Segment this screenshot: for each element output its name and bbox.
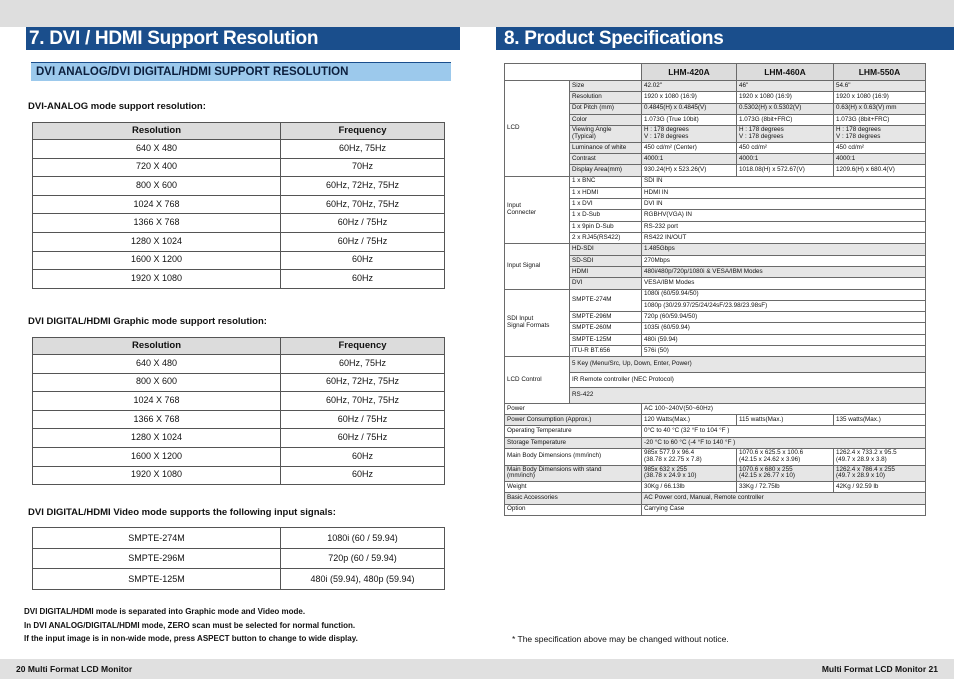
spec-name: Basic Accessories: [505, 493, 642, 504]
spec-value: 0.63(H) x 0.63(V) mm: [834, 103, 926, 114]
spec-value: [642, 449, 737, 466]
spec-value: 115 watts(Max.): [737, 415, 834, 426]
spec-name: Weight: [505, 482, 642, 493]
spec-value: 450 cd/m² (Center): [642, 142, 737, 153]
frequency-cell: 60Hz: [281, 447, 445, 466]
table-row: [33, 447, 445, 466]
resolution-cell: 640 X 480: [33, 355, 281, 374]
spec-row: [505, 493, 926, 504]
frequency-cell: 60Hz / 75Hz: [281, 232, 445, 251]
spec-value: -20 °C to 60 °C (-4 °F to 140 °F ): [642, 437, 926, 448]
table-row: [33, 528, 445, 549]
resolution-cell: 1600 X 1200: [33, 447, 281, 466]
spec-name: Power: [505, 403, 642, 414]
spec-header-blank: [505, 64, 642, 81]
spec-value: [834, 465, 926, 482]
model-header-460: LHM-460A: [737, 64, 834, 81]
category-line: Signal Formats: [507, 321, 550, 329]
spec-value: 0.5302(H) x 0.5302(V): [737, 103, 834, 114]
spec-value: 270Mbps: [642, 255, 926, 266]
table-row: [33, 548, 445, 569]
resolution-cell: 1280 X 1024: [33, 429, 281, 448]
spec-value: 1.073G (8bit+FRC): [834, 114, 926, 125]
spec-value: Carrying Case: [642, 504, 926, 515]
spec-change-note: * The specification above may be changed without notice.: [512, 634, 729, 644]
spec-name: SD-SDI: [570, 255, 642, 266]
spec-name-line: (Typical): [572, 132, 596, 140]
spec-row: [505, 437, 926, 448]
category-sdi-formats: [505, 289, 570, 357]
value-line: 1070.6 x 680 x 255: [739, 465, 793, 473]
value-line: (38.78 x 22.75 x 7.8): [644, 455, 702, 463]
mode-notes: [24, 605, 358, 646]
value-line: (49.7 x 28.9 x 3.8): [836, 455, 887, 463]
table-row: [33, 140, 445, 159]
category-input-connecter: [505, 176, 570, 244]
spec-row: [505, 176, 926, 187]
spec-name-line: Viewing Angle: [572, 126, 612, 134]
spec-name: Storage Temperature: [505, 437, 642, 448]
video-signal-table: [32, 527, 445, 590]
table-row: [33, 410, 445, 429]
frequency-cell: 60Hz / 75Hz: [281, 214, 445, 233]
spec-value: 42.02": [642, 81, 737, 92]
header-frequency: Frequency: [281, 123, 445, 140]
spec-value: 46": [737, 81, 834, 92]
resolution-cell: 800 X 600: [33, 373, 281, 392]
resolution-cell: 720 X 400: [33, 158, 281, 177]
spec-name: Contrast: [570, 153, 642, 164]
spec-value: 480i/480p/720p/1080i & VESA/IBM Modes: [642, 266, 926, 277]
table-row: [33, 251, 445, 270]
spec-value: 42Kg / 92.59 lb: [834, 482, 926, 493]
section-subhead: DVI ANALOG/DVI DIGITAL/HDMI SUPPORT RESOLUTION: [36, 66, 349, 78]
resolution-cell: 1024 X 768: [33, 392, 281, 411]
spec-name: Main Body Dimensions (mm/inch): [505, 449, 642, 466]
header-resolution: Resolution: [33, 123, 281, 140]
resolution-cell: 1024 X 768: [33, 195, 281, 214]
table-row: [33, 569, 445, 590]
spec-value: 120 Watts(Max.): [642, 415, 737, 426]
spec-name: 1 x DVI: [570, 199, 642, 210]
table-row: [33, 177, 445, 196]
spec-value: 33Kg / 72.75lb: [737, 482, 834, 493]
frequency-cell: 60Hz, 72Hz, 75Hz: [281, 177, 445, 196]
category-line: Connecter: [507, 208, 537, 216]
spec-name: 1 x HDMI: [570, 187, 642, 198]
resolution-cell: 1920 X 1080: [33, 466, 281, 485]
spec-value: 1080i (60/59.94/50): [642, 289, 926, 300]
frequency-cell: 60Hz: [281, 251, 445, 270]
table-row: [33, 195, 445, 214]
spec-value: 1.073G (True 10bit): [642, 114, 737, 125]
note-line: DVI DIGITAL/HDMI mode is separated into Graphic mode and Video mode.: [24, 607, 306, 616]
format-cell: 480i (59.94), 480p (59.94): [281, 569, 445, 590]
resolution-cell: 640 X 480: [33, 140, 281, 159]
spec-value: 135 watts(Max.): [834, 415, 926, 426]
spec-value: RGBHV(VGA) IN: [642, 210, 926, 221]
resolution-cell: 1920 X 1080: [33, 270, 281, 289]
digital-caption: DVI DIGITAL/HDMI Graphic mode support resolution:: [28, 316, 267, 327]
spec-name: 2 x RJ45(RS422): [570, 233, 642, 244]
resolution-cell: 1366 X 768: [33, 410, 281, 429]
spec-value: 1018.08(H) x 572.67(V): [737, 165, 834, 176]
spec-row: [505, 449, 926, 466]
frequency-cell: 60Hz / 75Hz: [281, 429, 445, 448]
spec-value: [737, 465, 834, 482]
frequency-cell: 60Hz / 75Hz: [281, 410, 445, 429]
table-row: [33, 466, 445, 485]
value-line: 985x 577.9 x 96.4: [644, 449, 695, 457]
category-input-signal: Input Signal: [505, 244, 570, 289]
spec-row: [505, 415, 926, 426]
spec-row: [505, 482, 926, 493]
spec-name: SMPTE-274M: [570, 289, 642, 312]
resolution-cell: 1366 X 768: [33, 214, 281, 233]
value-line: H : 178 degrees: [836, 126, 881, 134]
resolution-cell: 1280 X 1024: [33, 232, 281, 251]
resolution-cell: 800 X 600: [33, 177, 281, 196]
value-line: H : 178 degrees: [644, 126, 689, 134]
spec-value: AC 100~240V(50~60Hz): [642, 403, 926, 414]
note-line: In DVI ANALOG/DIGITAL/HDMI mode, ZERO scan must be selected for normal function.: [24, 620, 356, 630]
spec-value: 1.485Gbps: [642, 244, 926, 255]
spec-value: 0°C to 40 °C (32 °F to 104 °F ): [642, 426, 926, 437]
value-line: V : 178 degrees: [836, 132, 881, 140]
spec-name: 1 x BNC: [570, 176, 642, 187]
spec-name: 1 x 9pin D-Sub: [570, 221, 642, 232]
category-lcd: LCD: [505, 81, 570, 177]
spec-name-line: (mm/inch): [507, 472, 535, 480]
video-caption: DVI DIGITAL/HDMI Video mode supports the following input signals:: [28, 507, 336, 518]
value-line: 985x 632 x 255: [644, 465, 688, 473]
spec-value: 4000:1: [737, 153, 834, 164]
standard-cell: SMPTE-296M: [33, 548, 281, 569]
category-line: Input: [507, 202, 522, 210]
category-line: SDI Input: [507, 315, 534, 323]
left-page-title: 7. DVI / HDMI Support Resolution: [29, 28, 319, 49]
spec-value: [642, 126, 737, 143]
spec-value: 576i (50): [642, 346, 926, 357]
value-line: (38.78 x 24.9 x 10): [644, 472, 697, 480]
spec-name-line: Main Body Dimensions with stand: [507, 465, 602, 473]
frequency-cell: 60Hz, 70Hz, 75Hz: [281, 195, 445, 214]
format-cell: 1080i (60 / 59.94): [281, 528, 445, 549]
value-line: (42.15 x 26.77 x 10): [739, 472, 796, 480]
spec-name: 1 x D-Sub: [570, 210, 642, 221]
frequency-cell: 70Hz: [281, 158, 445, 177]
value-line: H : 178 degrees: [739, 126, 784, 134]
spec-name: SMPTE-296M: [570, 312, 642, 323]
table-row: [33, 232, 445, 251]
spec-row: [505, 465, 926, 482]
resolution-cell: 1600 X 1200: [33, 251, 281, 270]
table-row: [33, 270, 445, 289]
spec-value: IR Remote controller (NEC Protocol): [570, 372, 926, 388]
spec-name: [505, 465, 642, 482]
spec-value: 450 cd/m²: [834, 142, 926, 153]
frequency-cell: 60Hz, 70Hz, 75Hz: [281, 392, 445, 411]
spec-value: 1920 x 1080 (16:9): [834, 92, 926, 103]
spec-name: HD-SDI: [570, 244, 642, 255]
footer-bar: [0, 659, 954, 679]
spec-row: [505, 289, 926, 300]
header-resolution: Resolution: [33, 338, 281, 355]
spec-name: SMPTE-260M: [570, 323, 642, 334]
standard-cell: SMPTE-125M: [33, 569, 281, 590]
spec-name: HDMI: [570, 266, 642, 277]
top-bar: [0, 0, 954, 27]
spec-name: DVI: [570, 278, 642, 289]
spec-value: 0.4845(H) x 0.4845(V): [642, 103, 737, 114]
spec-row: [505, 81, 926, 92]
spec-value: [737, 449, 834, 466]
value-line: (49.7 x 28.9 x 10): [836, 472, 886, 480]
spec-value: RS-422: [570, 388, 926, 404]
spec-value: RS422 IN/OUT: [642, 233, 926, 244]
model-header-420: LHM-420A: [642, 64, 737, 81]
spec-row: [505, 357, 926, 373]
spec-value: 1209.6(H) x 680.4(V): [834, 165, 926, 176]
table-row: [33, 355, 445, 374]
spec-value: [834, 449, 926, 466]
value-line: 1070.6 x 625.5 x 100.6: [739, 449, 804, 457]
spec-name: Color: [570, 114, 642, 125]
analog-resolution-table: [32, 122, 445, 289]
table-row: [33, 158, 445, 177]
footer-right-page-number: Multi Format LCD Monitor 21: [821, 664, 938, 674]
spec-name: Resolution: [570, 92, 642, 103]
spec-value: [834, 126, 926, 143]
spec-value: [737, 126, 834, 143]
footer-left-page-number: 20 Multi Format LCD Monitor: [16, 664, 133, 674]
spec-value: VESA/IBM Modes: [642, 278, 926, 289]
value-line: (42.15 x 24.62 x 3.96): [739, 455, 801, 463]
spec-row: [505, 244, 926, 255]
spec-name: Luminance of white: [570, 142, 642, 153]
spec-value: 930.24(H) x 523.26(V): [642, 165, 737, 176]
spec-value: 30Kg / 66.13lb: [642, 482, 737, 493]
spec-value: 720p (60/59.94/50): [642, 312, 926, 323]
table-row: [33, 392, 445, 411]
spec-name: ITU-R BT.656: [570, 346, 642, 357]
value-line: V : 178 degrees: [739, 132, 784, 140]
spec-name: SMPTE-125M: [570, 334, 642, 345]
table-row: [33, 429, 445, 448]
spec-value: 1035i (60/59.94): [642, 323, 926, 334]
spec-name: Display Area(mm): [570, 165, 642, 176]
analog-caption: DVI-ANALOG mode support resolution:: [28, 101, 206, 112]
table-row: [33, 214, 445, 233]
spec-value: 4000:1: [642, 153, 737, 164]
standard-cell: SMPTE-274M: [33, 528, 281, 549]
frequency-cell: 60Hz, 75Hz: [281, 140, 445, 159]
spec-value: SDI IN: [642, 176, 926, 187]
value-line: 1262.4 x 786.4 x 255: [836, 465, 895, 473]
spec-row: [505, 403, 926, 414]
spec-value: 450 cd/m²: [737, 142, 834, 153]
spec-value: RS-232 port: [642, 221, 926, 232]
spec-row: [505, 504, 926, 515]
note-line: If the input image is in non-wide mode, press ASPECT button to change to wide display.: [24, 634, 358, 643]
frequency-cell: 60Hz: [281, 466, 445, 485]
model-header-550: LHM-550A: [834, 64, 926, 81]
spec-value: 5 Key (Menu/Src, Up, Down, Enter, Power): [570, 357, 926, 373]
spec-value: 54.6": [834, 81, 926, 92]
spec-name: Power Consumption (Approx.): [505, 415, 642, 426]
format-cell: 720p (60 / 59.94): [281, 548, 445, 569]
spec-name: Size: [570, 81, 642, 92]
value-line: V : 178 degrees: [644, 132, 689, 140]
frequency-cell: 60Hz, 72Hz, 75Hz: [281, 373, 445, 392]
spec-row: [505, 426, 926, 437]
spec-value: HDMI IN: [642, 187, 926, 198]
spec-value: 1920 x 1080 (16:9): [642, 92, 737, 103]
spec-name: Operating Temperature: [505, 426, 642, 437]
spec-value: DVI IN: [642, 199, 926, 210]
spec-name: [570, 126, 642, 143]
spec-value: [642, 465, 737, 482]
spec-value: 4000:1: [834, 153, 926, 164]
frequency-cell: 60Hz, 75Hz: [281, 355, 445, 374]
spec-name: Dot Pitch (mm): [570, 103, 642, 114]
header-frequency: Frequency: [281, 338, 445, 355]
table-row: [33, 373, 445, 392]
spec-name: Option: [505, 504, 642, 515]
category-lcd-control: LCD Control: [505, 357, 570, 404]
product-spec-table: [504, 63, 926, 516]
spec-value: 1080p (30/29.97/25/24/24sF/23.98/23.98sF): [642, 300, 926, 311]
frequency-cell: 60Hz: [281, 270, 445, 289]
spec-value: 1.073G (8bit+FRC): [737, 114, 834, 125]
value-line: 1262.4 x 733.2 x 95.5: [836, 449, 897, 457]
digital-resolution-table: [32, 337, 445, 485]
spec-value: 1920 x 1080 (16:9): [737, 92, 834, 103]
right-page-title: 8. Product Specifications: [504, 28, 724, 49]
spec-value: 480i (59.94): [642, 334, 926, 345]
spec-value: AC Power cord, Manual, Remote controller: [642, 493, 926, 504]
